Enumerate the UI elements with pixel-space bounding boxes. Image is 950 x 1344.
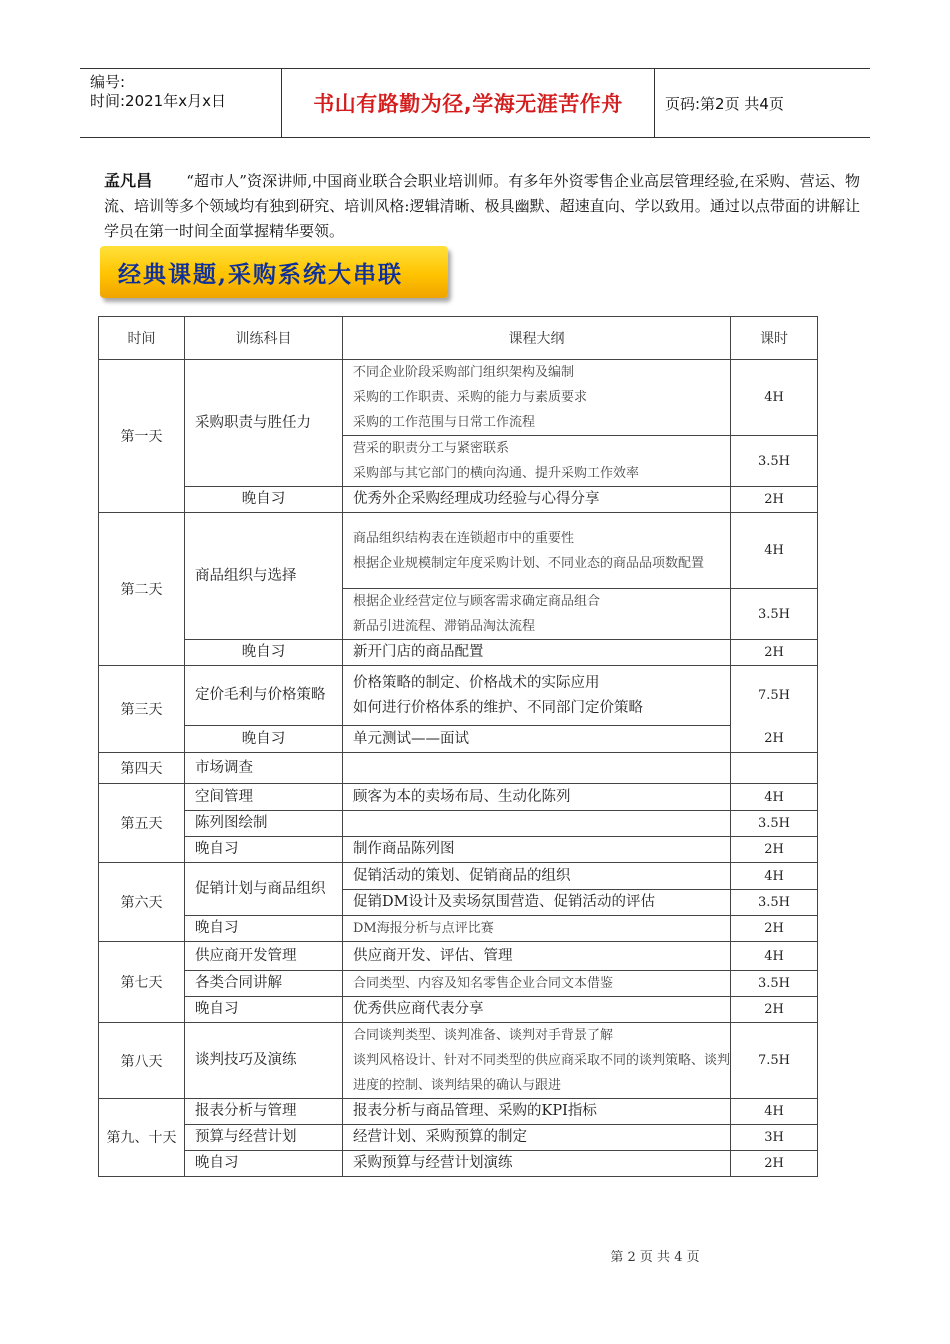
day-cell: 第六天 [99, 863, 185, 942]
hours-cell: 4H [731, 942, 818, 971]
table-row [99, 753, 818, 784]
table-row [99, 811, 818, 837]
outline-line: 根据企业经营定位与顾客需求确定商品组合 [353, 594, 601, 609]
outline-cell: 新开门店的商品配置 [343, 640, 731, 666]
outline-line: 新品引进流程、滞销品淘汰流程 [353, 619, 536, 634]
day-cell: 第九、十天 [99, 1099, 185, 1177]
section-banner [100, 246, 448, 298]
outline-cell: 优秀外企采购经理成功经验与心得分享 [343, 487, 731, 513]
outline-line: 谈判风格设计、针对不同类型的供应商采取不同的谈判策略、谈判进度的控制、谈判结果的确认与跟进 [353, 1053, 731, 1093]
hours-cell: 3H [731, 1125, 818, 1151]
table-row [99, 942, 818, 971]
subject-cell: 晚自习 [185, 487, 343, 513]
day-cell: 第二天 [99, 513, 185, 666]
header-number: 编号: [90, 73, 126, 91]
outline-line: 采购部与其它部门的横向沟通、提升采购工作效率 [353, 466, 640, 481]
table-row [99, 784, 818, 811]
day-cell: 第七天 [99, 942, 185, 1023]
col-header-hours: 课时 [731, 317, 818, 360]
outline-cell: DM海报分析与点评比赛 [343, 916, 731, 942]
subject-cell: 供应商开发管理 [185, 942, 343, 971]
outline-cell: 促销DM设计及卖场氛围营造、促销活动的评估 [343, 890, 731, 916]
subject-cell: 商品组织与选择 [185, 513, 343, 640]
subject-cell: 预算与经营计划 [185, 1125, 343, 1151]
subject-cell: 晚自习 [185, 997, 343, 1023]
outline-line: 不同企业阶段采购部门组织架构及编制 [353, 365, 575, 380]
header-meta [80, 69, 282, 137]
hours-cell: 3.5H [731, 811, 818, 837]
hours-cell: 4H [731, 784, 818, 811]
table-row [99, 487, 818, 513]
outline-line: 采购的工作范围与日常工作流程 [353, 415, 536, 430]
outline-line: 商品组织结构表在连锁超市中的重要性 [353, 530, 575, 546]
table-row [99, 971, 818, 997]
outline-cell: 报表分析与商品管理、采购的KPI指标 [343, 1099, 731, 1125]
hours-cell: 2H [731, 997, 818, 1023]
table-header-row [99, 317, 818, 360]
outline-line: 价格策略的制定、价格战术的实际应用 [353, 674, 600, 691]
hours-cell: 3.5H [731, 890, 818, 916]
table-row [99, 837, 818, 863]
outline-cell [343, 811, 731, 837]
table-row [99, 1125, 818, 1151]
outline-cell: 优秀供应商代表分享 [343, 997, 731, 1023]
table-row [99, 360, 818, 436]
subject-cell: 晚自习 [185, 640, 343, 666]
subject-cell: 晚自习 [185, 837, 343, 863]
col-header-subject: 训练科目 [185, 317, 343, 360]
subject-cell: 采购职责与胜任力 [185, 360, 343, 487]
outline-cell: 制作商品陈列图 [343, 837, 731, 863]
hours-cell: 7.5H [731, 666, 818, 726]
outline-cell: 顾客为本的卖场布局、生动化陈列 [343, 784, 731, 811]
outline-cell: 采购预算与经营计划演练 [343, 1151, 731, 1177]
table-row [99, 1151, 818, 1177]
outline-cell [343, 589, 731, 640]
table-row [99, 1099, 818, 1125]
hours-cell: 3.5H [731, 971, 818, 997]
hours-cell: 2H [731, 837, 818, 863]
hours-cell: 4H [731, 1099, 818, 1125]
table-row [99, 640, 818, 666]
header-page-info: 页码:第2页 共4页 [665, 94, 784, 113]
outline-cell: 促销活动的策划、促销商品的组织 [343, 863, 731, 890]
subject-cell: 各类合同讲解 [185, 971, 343, 997]
hours-cell: 3.5H [731, 436, 818, 487]
table-row [99, 726, 818, 753]
hours-cell: 2H [731, 726, 818, 753]
table-row [99, 513, 818, 589]
subject-cell: 市场调查 [185, 753, 343, 784]
instructor-intro [104, 168, 860, 244]
page-footer: 第 2 页 共 4 页 [610, 1250, 700, 1265]
subject-cell: 晚自习 [185, 916, 343, 942]
subject-cell: 谈判技巧及演练 [185, 1023, 343, 1099]
hours-cell: 2H [731, 487, 818, 513]
hours-cell: 2H [731, 1151, 818, 1177]
outline-line: 营采的职责分工与紧密联系 [353, 441, 510, 456]
outline-cell: 单元测试——面试 [343, 726, 731, 753]
hours-cell: 2H [731, 916, 818, 942]
table-row [99, 997, 818, 1023]
header-motto: 书山有路勤为径,学海无涯苦作舟 [282, 69, 655, 137]
day-cell: 第三天 [99, 666, 185, 753]
hours-cell: 3.5H [731, 589, 818, 640]
instructor-bio: “超市人”资深讲师,中国商业联合会职业培训师。有多年外资零售企业高层管理经验,在采购、营运、物流、培训等多个领域均有独到研究、培训风格:逻辑清晰、极具幽默、超速直向、学以致用。通过以点带面的讲解让学员在第一时间全面掌握精华要领。 [104, 172, 860, 240]
outline-cell [343, 666, 731, 726]
outline-cell [343, 513, 731, 589]
outline-cell [343, 753, 731, 784]
outline-cell [343, 436, 731, 487]
hours-cell: 4H [731, 513, 818, 589]
hours-cell [731, 753, 818, 784]
day-cell: 第五天 [99, 784, 185, 863]
page-header [80, 68, 870, 138]
day-cell: 第八天 [99, 1023, 185, 1099]
subject-cell: 晚自习 [185, 726, 343, 753]
outline-line: 合同谈判类型、谈判准备、谈判对手背景了解 [353, 1028, 614, 1043]
course-schedule-table [98, 316, 818, 1177]
table-row [99, 666, 818, 726]
subject-cell: 晚自习 [185, 1151, 343, 1177]
subject-cell: 报表分析与管理 [185, 1099, 343, 1125]
header-time: 时间:2021年x月x日 [90, 92, 226, 110]
instructor-name: 孟凡昌 [104, 171, 153, 190]
hours-cell: 7.5H [731, 1023, 818, 1099]
outline-cell: 经营计划、采购预算的制定 [343, 1125, 731, 1151]
table-row [99, 1023, 818, 1099]
hours-cell: 4H [731, 360, 818, 436]
subject-cell: 促销计划与商品组织 [185, 863, 343, 916]
banner-title: 经典课题,采购系统大串联 [118, 260, 404, 288]
hours-cell: 2H [731, 640, 818, 666]
col-header-time: 时间 [99, 317, 185, 360]
outline-line: 根据企业规模制定年度采购计划、不同业态的商品品项数配置 [353, 555, 705, 571]
col-header-outline: 课程大纲 [343, 317, 731, 360]
day-cell: 第四天 [99, 753, 185, 784]
outline-cell [343, 360, 731, 436]
hours-cell: 4H [731, 863, 818, 890]
outline-line: 采购的工作职责、采购的能力与素质要求 [353, 390, 588, 405]
subject-cell: 空间管理 [185, 784, 343, 811]
outline-cell: 供应商开发、评估、管理 [343, 942, 731, 971]
subject-cell: 陈列图绘制 [185, 811, 343, 837]
table-row [99, 863, 818, 890]
day-cell: 第一天 [99, 360, 185, 513]
outline-line: 如何进行价格体系的维护、不同部门定价策略 [353, 699, 643, 716]
outline-cell [343, 1023, 731, 1099]
subject-cell: 定价毛利与价格策略 [185, 666, 343, 726]
table-row [99, 916, 818, 942]
outline-cell: 合同类型、内容及知名零售企业合同文本借鉴 [343, 971, 731, 997]
